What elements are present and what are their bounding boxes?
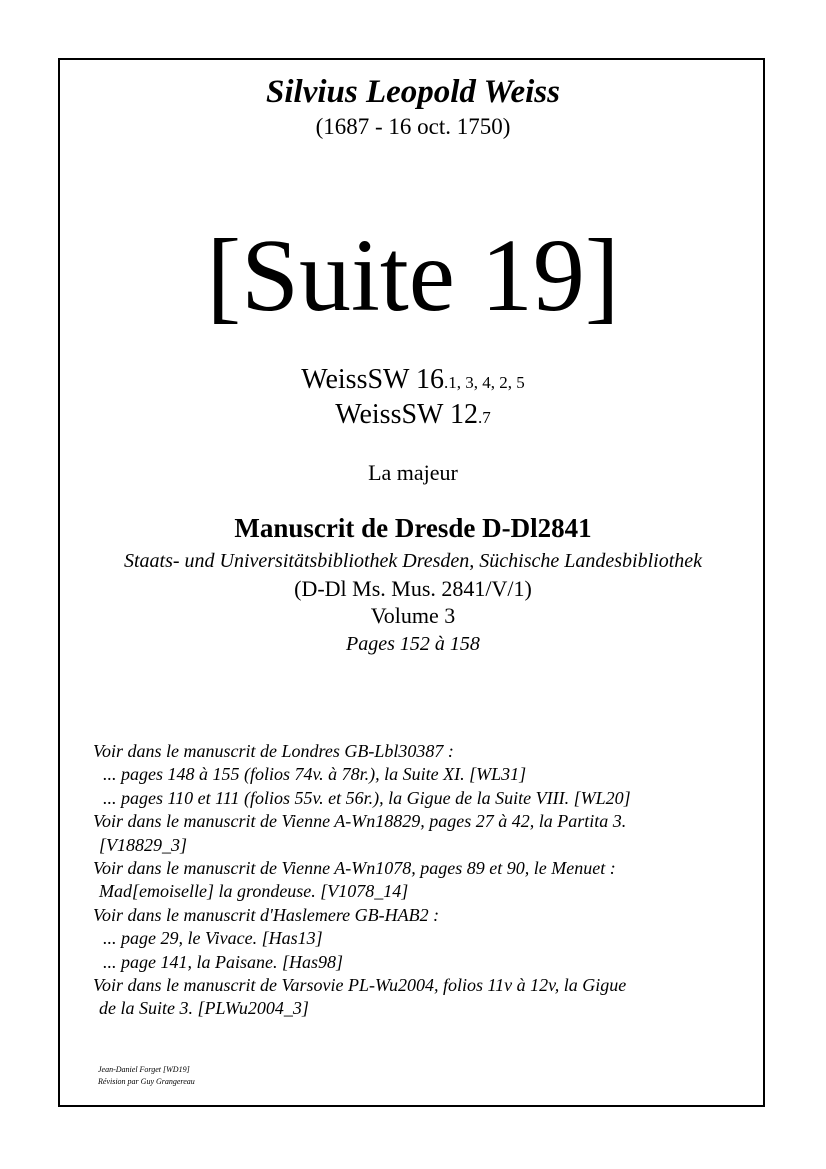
key-signature: La majeur <box>368 460 458 485</box>
volume-label: Volume 3 <box>370 603 456 628</box>
composer-dates: (1687 - 16 oct. 1750) <box>315 114 511 139</box>
credit-author: Jean-Daniel Forget [WD19] <box>98 1065 190 1074</box>
credit-revision: Révision par Guy Grangereau <box>98 1077 195 1086</box>
pages-range: Pages 152 à 158 <box>346 633 480 655</box>
note-line: Voir dans le manuscrit de Varsovie PL-Wu2004, folios 11v à 12v, la Gigue <box>93 975 627 996</box>
suite-title: [Suite 19] <box>206 218 620 333</box>
concordance-notes <box>93 740 753 1021</box>
shelfmark: (D-Dl Ms. Mus. 2841/V/1) <box>294 576 532 601</box>
note-line: ... page 29, le Vivace. [Has13] <box>103 928 323 949</box>
note-line: Voir dans le manuscrit de Londres GB-Lbl30387 : <box>93 741 454 761</box>
note-line: Voir dans le manuscrit de Vienne A-Wn1078, pages 89 et 90, le Menuet : <box>93 858 616 879</box>
credits <box>98 1064 195 1088</box>
note-line: de la Suite 3. [PLWu2004_3] <box>99 998 309 1019</box>
catalog-line-1-main: WeissSW 16 <box>301 364 444 395</box>
catalog-line-2-main: WeissSW 12 <box>335 399 478 430</box>
note-line: ... page 141, la Paisane. [Has98] <box>103 951 343 972</box>
catalog-line-1 <box>0 364 826 396</box>
note-line: ... pages 148 à 155 (folios 74v. à 78r.), la Suite XI. [WL31] <box>103 764 527 785</box>
note-line: Mad[emoiselle] la grondeuse. [V1078_14] <box>99 881 409 902</box>
composer-name: Silvius Leopold Weiss <box>266 74 560 110</box>
note-line: [V18829_3] <box>99 834 188 855</box>
catalog-line-2 <box>0 399 826 431</box>
note-line: Voir dans le manuscrit d'Haslemere GB-HAB2 : <box>93 904 440 925</box>
note-line: Voir dans le manuscrit de Vienne A-Wn18829, pages 27 à 42, la Partita 3. <box>93 811 627 832</box>
library-name: Staats- und Universitätsbibliothek Dresden, Süchische Landesbibliothek <box>123 550 703 572</box>
manuscript-title: Manuscrit de Dresde D-Dl2841 <box>234 513 592 543</box>
catalog-line-1-numbers: .1, 3, 4, 2, 5 <box>443 373 525 392</box>
note-line: ... pages 110 et 111 (folios 55v. et 56r.), la Gigue de la Suite VIII. [WL20] <box>103 787 631 808</box>
catalog-line-2-numbers: .7 <box>477 408 491 427</box>
